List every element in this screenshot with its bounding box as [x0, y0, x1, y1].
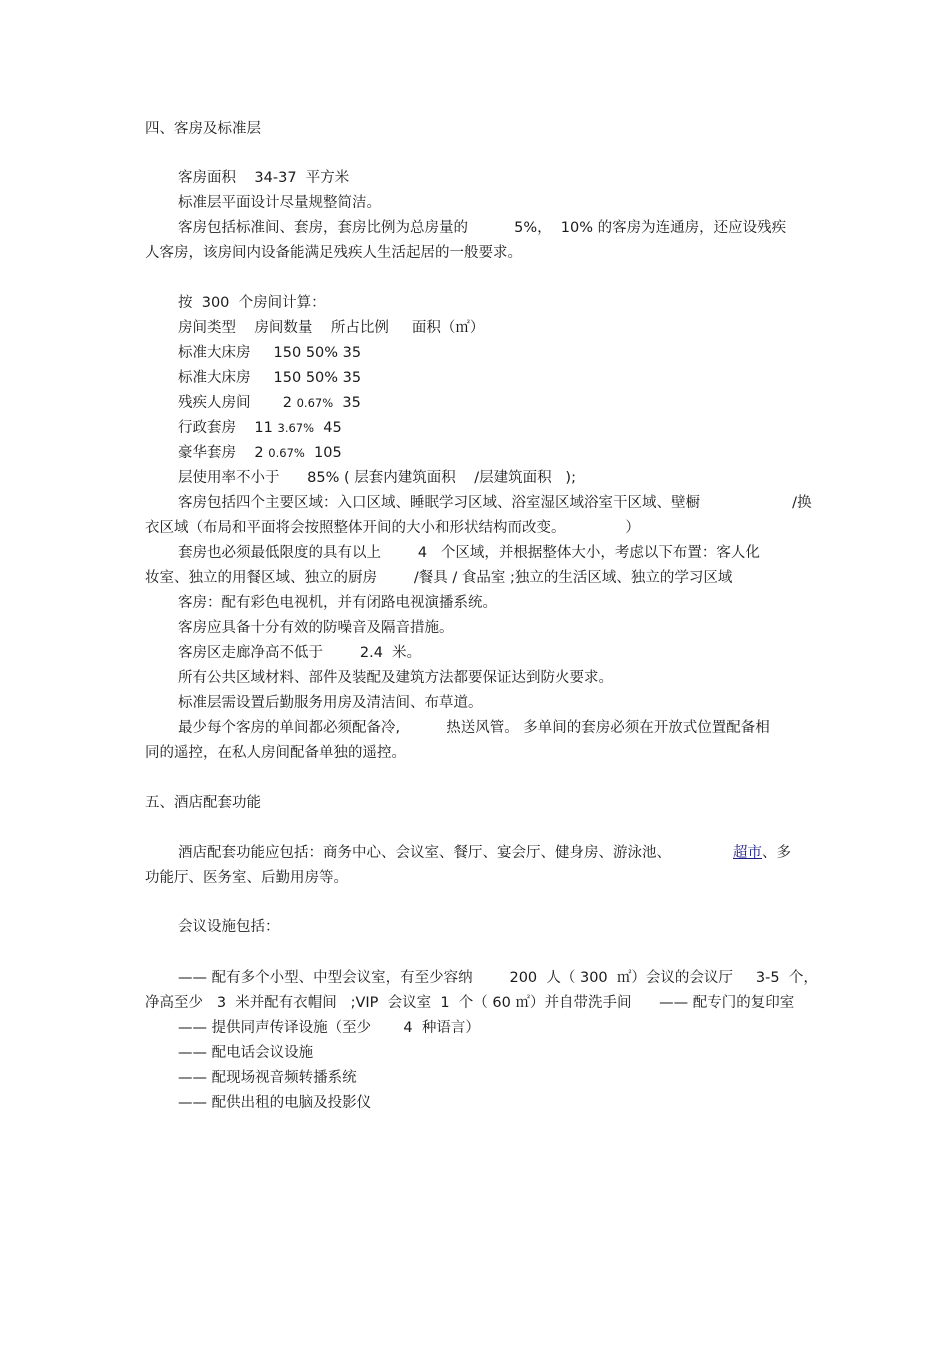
paragraph: 按 300 个房间计算：: [178, 295, 326, 311]
list-item: —— 提供同声传译设施（至少 4 种语言）: [178, 1020, 480, 1036]
paragraph: 套房也必须最低限度的具有以上 4 个区域，并根据整体大小，考虑以下布置：客人化: [178, 545, 760, 561]
paragraph: 衣区域（布局和平面将会按照整体开间的大小和形状结构而改变。 ）: [145, 520, 640, 536]
paragraph: 标准层需设置后勤服务用房及清洁间、布草道。: [178, 695, 483, 711]
paragraph: 客房区走廊净高不低于 2.4 米。: [178, 645, 422, 661]
table-row: 标准大床房 150 50% 35: [178, 345, 362, 361]
list-item: —— 配现场视音频转播系统: [178, 1070, 357, 1086]
paragraph: 客房：配有彩色电视机，并有闭路电视演播系统。: [178, 595, 497, 611]
paragraph: 会议设施包括：: [178, 919, 280, 935]
paragraph: 人客房，该房间内设备能满足残疾人生活起居的一般要求。: [145, 245, 522, 261]
paragraph: 最少每个客房的单间都必须配备冷, 热送风管。 多单间的套房必须在开放式位置配备相: [178, 720, 770, 736]
list-item: —— 配供出租的电脑及投影仪: [178, 1095, 372, 1111]
section-heading: 五、酒店配套功能: [145, 795, 261, 811]
list-item: —— 配有多个小型、中型会议室，有至少容纳 200 人（ 300 ㎡）会议的会议厅 3-5 个，: [178, 970, 818, 986]
paragraph: 妆室、独立的用餐区域、独立的厨房 /餐具 / 食品室 ;独立的生活区域、独立的学习区域: [145, 570, 733, 586]
paragraph: 酒店配套功能应包括：商务中心、会议室、餐厅、宴会厅、健身房、游泳池、 超市、多: [178, 845, 791, 861]
table-header: 房间类型 房间数量 所占比例 面积（㎡）: [178, 320, 485, 336]
paragraph: 层使用率不小于 85% ( 层套内建筑面积 /层建筑面积 );: [178, 470, 576, 486]
table-row: 行政套房 11 3.67% 45: [178, 420, 342, 436]
paragraph: 客房包括四个主要区域：入口区域、睡眠学习区域、浴室湿区域浴室干区域、壁橱 /换: [178, 495, 812, 511]
list-item: 净高至少 3 米并配有衣帽间 ;VIP 会议室 1 个（ 60 ㎡）并自带洗手间 —— 配专门的复印室: [145, 995, 795, 1011]
paragraph: 客房包括标准间、套房，套房比例为总房量的 5%， 10% 的客房为连通房，还应设残疾: [178, 220, 787, 236]
list-item: —— 配电话会议设施: [178, 1045, 314, 1061]
table-row: 标准大床房 150 50% 35: [178, 370, 362, 386]
paragraph: 同的遥控，在私人房间配备单独的遥控。: [145, 745, 406, 761]
paragraph: 功能厅、医务室、后勤用房等。: [145, 870, 348, 886]
paragraph: 标准层平面设计尽量规整简洁。: [178, 195, 381, 211]
supermarket-link[interactable]: 超市: [733, 845, 762, 861]
paragraph: 客房应具备十分有效的防噪音及隔音措施。: [178, 620, 454, 636]
section-heading: 四、客房及标准层: [145, 121, 261, 137]
table-row: 豪华套房 2 0.67% 105: [178, 445, 342, 461]
paragraph: 客房面积 34-37 平方米: [178, 170, 350, 186]
table-row: 残疾人房间 2 0.67% 35: [178, 395, 361, 411]
paragraph: 所有公共区域材料、部件及装配及建筑方法都要保证达到防火要求。: [178, 670, 613, 686]
